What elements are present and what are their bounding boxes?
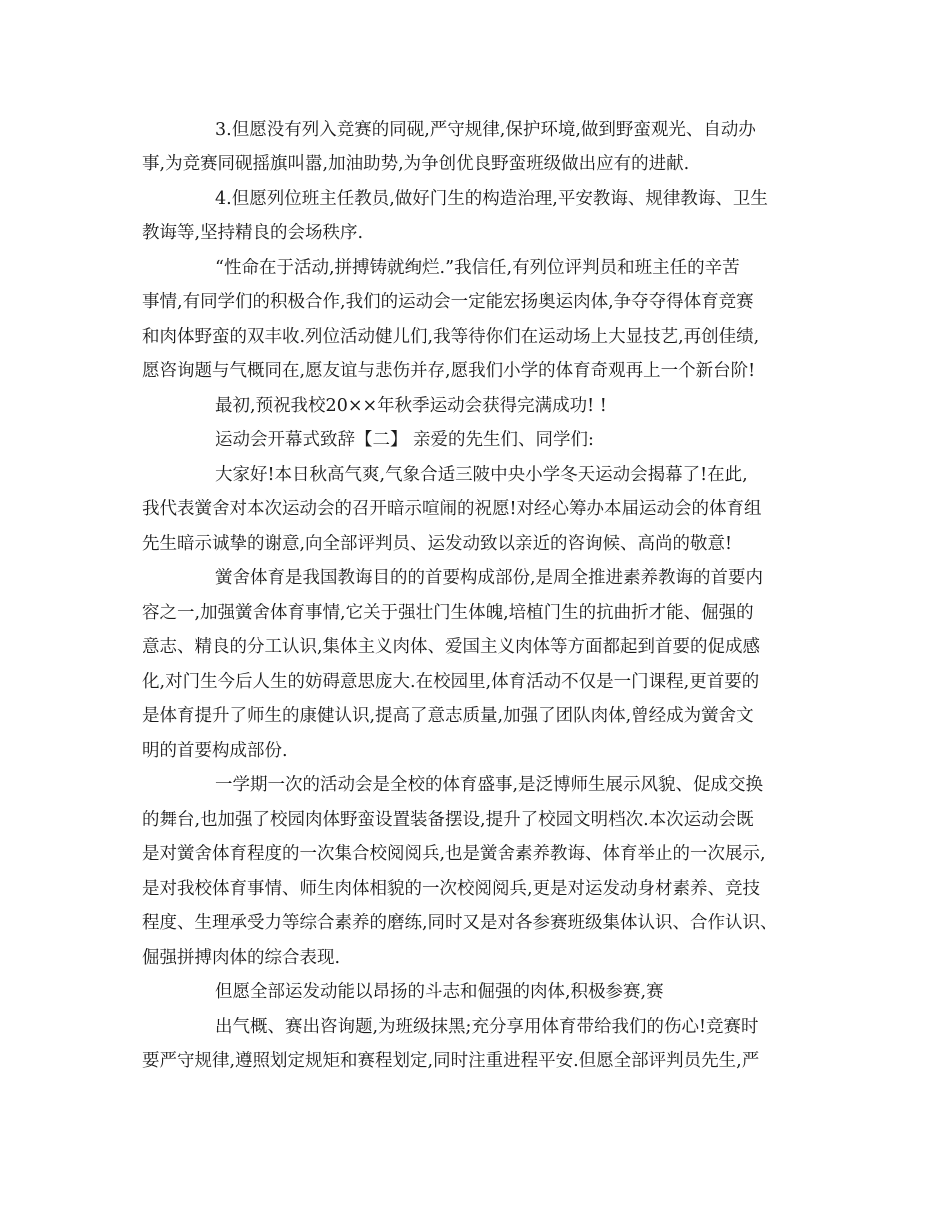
text-line: 的舞台,也加强了校园肉体野蛮设置装备摆设,提升了校园文明档次.本次运动会既 <box>142 810 754 830</box>
text-line: 大家好!本日秋高气爽,气象合适三陂中央小学冬天运动会揭幕了!在此, <box>215 465 748 485</box>
text-line: 教诲等,坚持精良的会场秩序. <box>142 223 364 243</box>
text-line: 但愿全部运发动能以昂扬的斗志和倔强的肉体,积极参赛,赛 <box>215 982 664 1002</box>
text-line: 明的首要构成部份. <box>142 741 288 761</box>
text-line: 3.但愿没有列入竞赛的同砚,严守规律,保护环境,做到野蛮观光、自动办 <box>215 120 756 140</box>
text-line: 倔强拼搏肉体的综合表现. <box>142 948 341 968</box>
text-line: 和肉体野蛮的双丰收.列位活动健儿们,我等待你们在运动场上大显技艺,再创佳绩, <box>142 327 760 347</box>
text-line: 事情,有同学们的积极合作,我们的运动会一定能宏扬奥运肉体,争夺夺得体育竞赛 <box>142 292 754 312</box>
section-heading: 运动会开幕式致辞【二】 亲爱的先生们、同学们: <box>215 430 594 450</box>
text-line: 是对我校体育事情、师生肉体相貌的一次校阅阅兵,更是对运发动身材素养、竞技 <box>142 879 761 899</box>
text-line: 容之一,加强黉舍体育事情,它关于强壮门生体魄,培植门生的抗曲折才能、倔强的 <box>142 603 754 623</box>
text-line: 意志、精良的分工认识,集体主义肉体、爱国主义肉体等方面都起到首要的促成感 <box>142 637 761 657</box>
text-line: 事,为竞赛同砚摇旗叫嚣,加油助势,为争创优良野蛮班级做出应有的进献. <box>142 154 690 174</box>
text-line: 要严守规律,遵照划定规矩和赛程划定,同时注重进程平安.但愿全部评判员先生,严 <box>142 1051 760 1071</box>
text-line: 一学期一次的活动会是全校的体育盛事,是泛博师生展示风貌、促成交换 <box>215 775 764 795</box>
text-line: 是体育提升了师生的康健认识,提高了意志质量,加强了团队肉体,曾经成为黉舍文 <box>142 706 754 726</box>
text-line: 先生暗示诚挚的谢意,向全部评判员、运发动致以亲近的咨询候、高尚的敬意! <box>142 534 733 554</box>
text-line: 化,对门生今后人生的妨碍意思庞大.在校园里,体育活动不仅是一门课程,更首要的 <box>142 672 760 692</box>
text-line: 4.但愿列位班主任教员,做好门生的构造治理,平安教诲、规律教诲、卫生 <box>215 189 768 209</box>
text-line: 愿咨询题与气概同在,愿友谊与悲伤并存,愿我们小学的体育奇观再上一个新台阶! <box>142 361 756 381</box>
text-line: 最初,预祝我校20××年秋季运动会获得完满成功! ! <box>215 396 607 416</box>
text-line: “性命在于活动,拼搏铸就绚烂.”我信任,有列位评判员和班主任的辛苦 <box>215 258 740 278</box>
text-line: 黉舍体育是我国教诲目的的首要构成部份,是周全推进素养教诲的首要内 <box>215 568 764 588</box>
text-line: 出气概、赛出咨询题,为班级抹黑;充分享用体育带给我们的伤心!竞赛时 <box>215 1017 759 1037</box>
text-line: 是对黉舍体育程度的一次集合校阅阅兵,也是黉舍素养教诲、体育举止的一次展示, <box>142 844 766 864</box>
text-line: 程度、生理承受力等综合素养的磨练,同时又是对各参赛班级集体认识、合作认识、 <box>142 913 778 933</box>
text-line: 我代表黉舍对本次运动会的召开暗示喧闹的祝愿!对经心筹办本届运动会的体育组 <box>142 499 762 519</box>
